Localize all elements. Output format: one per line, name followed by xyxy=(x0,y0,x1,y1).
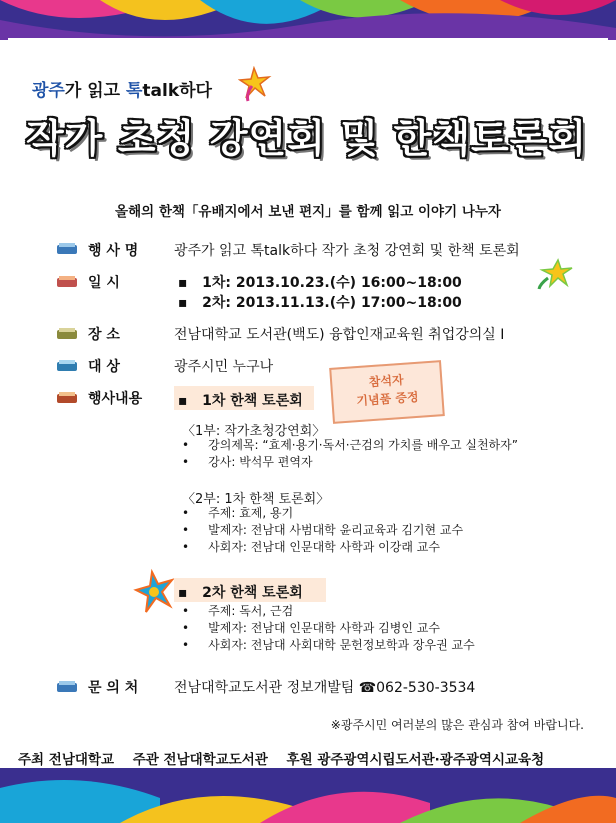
part1-title: 〈1부: 작가초청강연회〉 xyxy=(182,424,326,439)
host: 주최 전남대학교 xyxy=(18,752,114,768)
program-label: 행사내용 xyxy=(88,391,143,407)
tagline: 올해의 한책「유배지에서 보낸 편지」를 함께 읽고 이야기 나누자 xyxy=(115,204,501,220)
book-icon xyxy=(56,241,78,255)
second-session-title: ▪ 2차 한책 토론회 xyxy=(178,585,303,601)
main-title: 작가 초청 강연회 및 한책토론회 xyxy=(26,117,588,162)
list-item: • 강사: 박석무 편역자 xyxy=(182,455,313,469)
audience-value: 광주시민 누구나 xyxy=(174,359,274,375)
star-icon xyxy=(536,258,576,294)
footer-credits xyxy=(18,748,558,768)
schedule-item: ▪ 1차: 2013.10.23.(수) 16:00~18:00 xyxy=(178,275,462,291)
book-icon xyxy=(56,358,78,372)
list-item: • 사회자: 전남대 사회대학 문헌정보학과 장우권 교수 xyxy=(182,638,475,652)
star-icon xyxy=(132,568,178,620)
list-item: • 주제: 독서, 근검 xyxy=(182,604,294,618)
list-item: • 주제: 효제, 용기 xyxy=(182,506,294,520)
venue-label: 장 소 xyxy=(88,327,120,343)
gift-stamp: 참석자 기념품 증정 xyxy=(329,360,445,424)
star-icon xyxy=(238,66,272,106)
list-item: • 발제자: 전남대 인문대학 사학과 김병인 교수 xyxy=(182,621,440,635)
organizer: 주관 전남대학교도서관 xyxy=(132,752,268,768)
sponsor: 후원 광주광역시립도서관·광주광역시교육청 xyxy=(286,752,545,768)
list-item: • 발제자: 전남대 사범대학 윤리교육과 김기현 교수 xyxy=(182,523,464,537)
book-icon xyxy=(56,274,78,288)
event-subtitle: 광주가 읽고 톡talk하다 xyxy=(32,81,212,101)
book-icon xyxy=(56,326,78,340)
event-name-label: 행 사 명 xyxy=(88,243,139,259)
schedule-item: ▪ 2차: 2013.11.13.(수) 17:00~18:00 xyxy=(178,295,462,311)
part2-title: 〈2부: 1차 한책 토론회〉 xyxy=(182,492,330,507)
bottom-decoration xyxy=(0,768,616,823)
participation-note: ※광주시민 여러분의 많은 관심과 참여 바랍니다. xyxy=(330,718,584,732)
contact-value: 전남대학교도서관 정보개발팀 ☎062-530-3534 xyxy=(174,680,476,696)
schedule-label: 일 시 xyxy=(88,275,120,291)
event-name-value: 광주가 읽고 톡talk하다 작가 초청 강연회 및 한책 토론회 xyxy=(174,243,520,259)
book-icon xyxy=(56,679,78,693)
list-item: • 사회자: 전남대 인문대학 사학과 이강래 교수 xyxy=(182,540,440,554)
book-icon xyxy=(56,390,78,404)
top-decoration xyxy=(0,0,616,40)
audience-label: 대 상 xyxy=(88,359,120,375)
first-session-title: ▪ 1차 한책 토론회 xyxy=(178,393,303,409)
second-session-list xyxy=(182,603,475,654)
part1-list xyxy=(182,437,518,471)
list-item: • 강의제목: “효제·용기·독서·근검의 가치를 배우고 실천하자” xyxy=(182,438,518,452)
venue-value: 전남대학교 도서관(백도) 융합인재교육원 취업강의실 I xyxy=(174,327,505,343)
contact-label: 문 의 처 xyxy=(88,680,139,696)
part2-list xyxy=(182,505,463,556)
